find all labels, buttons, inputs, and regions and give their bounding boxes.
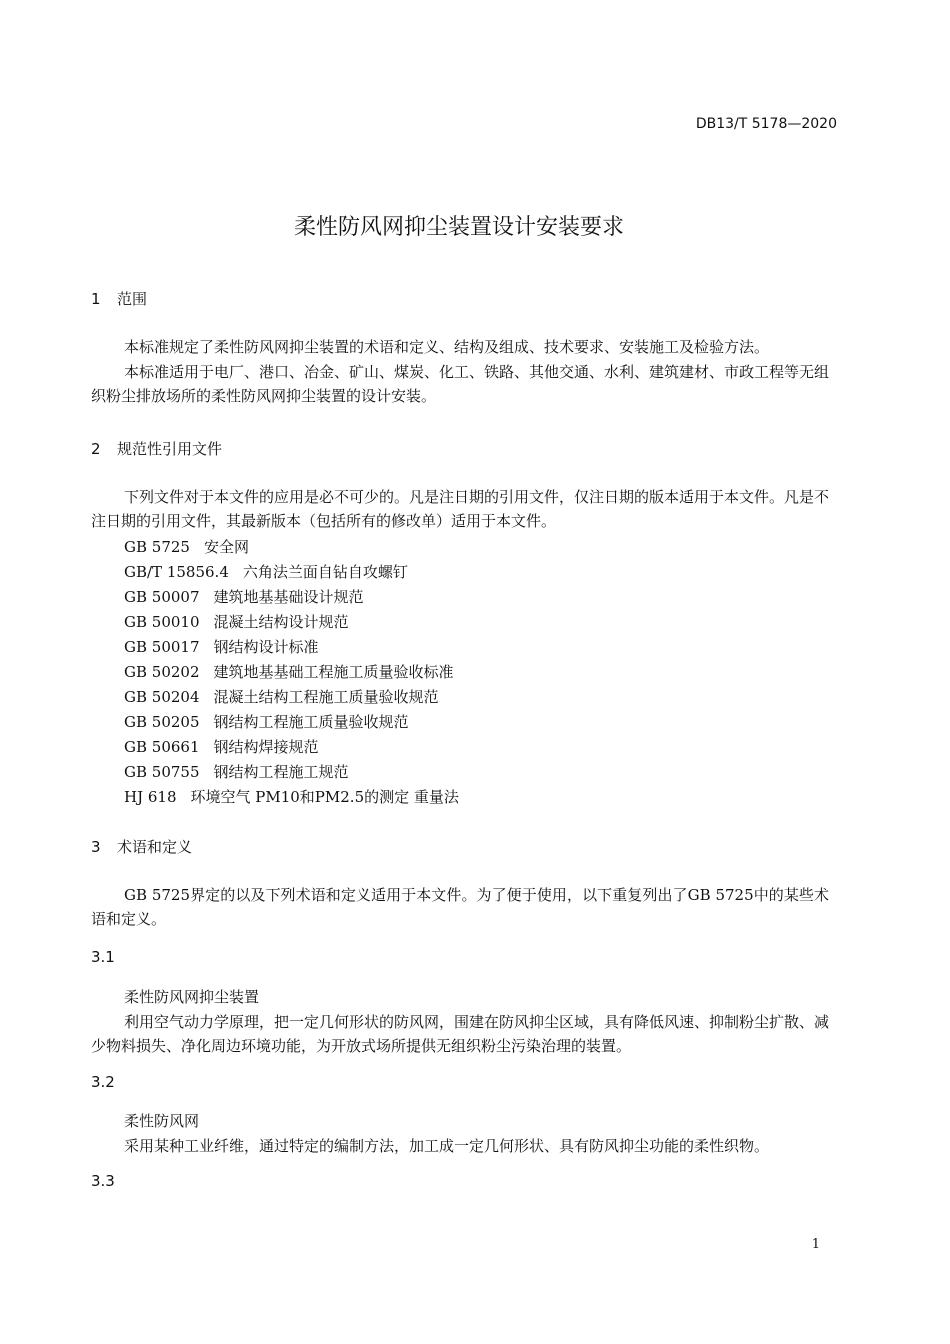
reference-code: GB 5725 [124, 538, 190, 556]
scope-paragraph-2: 本标准适用于电厂、港口、冶金、矿山、煤炭、化工、铁路、其他交通、水利、建筑建材、市政工程等无组织粉尘排放场所的柔性防风网抑尘装置的设计安装。 [91, 363, 830, 405]
reference-name: 混凝土结构工程施工质量验收规范 [213, 688, 439, 706]
reference-item [124, 611, 349, 632]
clause-number: 3.2 [91, 1073, 115, 1091]
term-heading: 柔性防风网抑尘装置 [124, 988, 260, 1006]
section-1-heading [91, 288, 147, 309]
reference-name: 钢结构工程施工质量验收规范 [213, 713, 409, 731]
reference-name: 建筑地基基础工程施工质量验收标准 [213, 663, 454, 681]
reference-code: GB 50204 [124, 688, 200, 706]
reference-code: GB 50205 [124, 713, 200, 731]
term-definition: 利用空气动力学原理，把一定几何形状的防风网，围建在防风抑尘区域，具有降低风速、抑制粉尘扩散、减少物料损失、净化周边环境功能，为开放式场所提供无组织粉尘污染治理的装置。 [91, 1013, 830, 1055]
reference-name: 钢结构焊接规范 [213, 738, 319, 756]
section-3-heading [91, 836, 192, 857]
section-title: 规范性引用文件 [117, 440, 223, 458]
normative-intro-paragraph: 下列文件对于本文件的应用是必不可少的。凡是注日期的引用文件，仅注日期的版本适用于本文件。凡是不注日期的引用文件，其最新版本（包括所有的修改单）适用于本文件。 [91, 488, 830, 530]
term-heading: 柔性防风网 [124, 1112, 200, 1130]
reference-name: 六角法兰面自钻自攻螺钉 [242, 563, 408, 581]
reference-item [124, 786, 459, 807]
reference-name: 钢结构工程施工规范 [213, 763, 349, 781]
term-definition: 采用某种工业纤维，通过特定的编制方法，加工成一定几何形状、具有防风抑尘功能的柔性织物。 [124, 1137, 770, 1155]
reference-item [124, 736, 319, 757]
reference-code: GB 50007 [124, 588, 200, 606]
reference-item [124, 661, 454, 682]
section-number: 1 [91, 290, 101, 308]
terms-intro-paragraph: GB 5725界定的以及下列术语和定义适用于本文件。为了便于使用，以下重复列出了GB 5725中的某些术语和定义。 [91, 886, 829, 928]
reference-name: 环境空气 PM10和PM2.5的测定 重量法 [190, 788, 459, 806]
reference-item [124, 561, 408, 582]
reference-name: 钢结构设计标准 [213, 638, 319, 656]
reference-code: GB 50755 [124, 763, 200, 781]
section-number: 2 [91, 440, 101, 458]
page-number: 1 [811, 1237, 820, 1252]
reference-code: HJ 618 [124, 788, 177, 806]
reference-item [124, 761, 349, 782]
reference-item [124, 711, 409, 732]
reference-code: GB 50202 [124, 663, 200, 681]
section-2-heading [91, 438, 222, 459]
reference-name: 建筑地基基础设计规范 [213, 588, 364, 606]
reference-code: GB 50010 [124, 613, 200, 631]
reference-code: GB 50661 [124, 738, 200, 756]
section-title: 术语和定义 [117, 838, 193, 856]
reference-item [124, 686, 439, 707]
scope-paragraph-1: 本标准规定了柔性防风网抑尘装置的术语和定义、结构及组成、技术要求、安装施工及检验方法。 [124, 338, 770, 356]
reference-code: GB/T 15856.4 [124, 563, 229, 581]
clause-number: 3.1 [91, 948, 115, 966]
reference-item [124, 536, 249, 557]
reference-name: 混凝土结构设计规范 [213, 613, 349, 631]
reference-code: GB 50017 [124, 638, 200, 656]
clause-number: 3.3 [91, 1172, 115, 1190]
reference-item [124, 586, 364, 607]
section-number: 3 [91, 838, 101, 856]
document-code: DB13/T 5178—2020 [695, 116, 837, 132]
reference-name: 安全网 [203, 538, 249, 556]
section-title: 范围 [117, 290, 148, 308]
page-title: 柔性防风网抑尘装置设计安装要求 [293, 215, 624, 240]
reference-item [124, 636, 319, 657]
